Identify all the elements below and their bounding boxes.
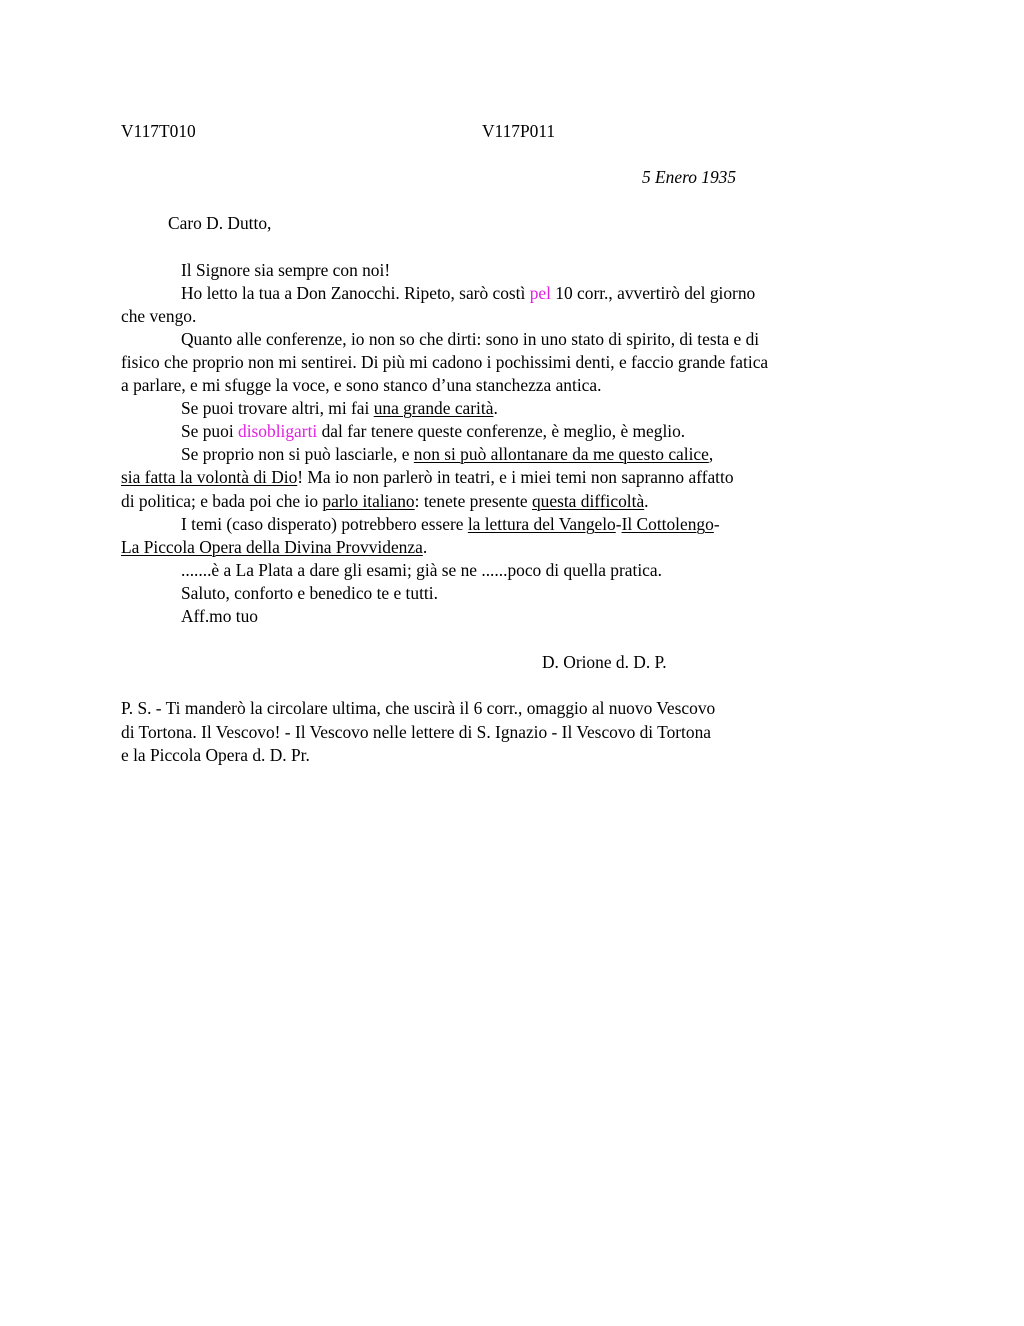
text-run: Se puoi trovare altri, mi fai	[181, 398, 374, 418]
body-line-9	[181, 443, 713, 466]
body-line-8	[181, 420, 685, 443]
body-line-5: fisico che proprio non mi sentirei. Di più mi cadono i pochissimi denti, e faccio grande fatica	[121, 352, 769, 372]
text-run: 10 corr., avvertirò del giorno	[550, 283, 756, 303]
text-run: Se proprio non si può lasciarle, e	[181, 444, 414, 464]
document-code-right: V117P011	[482, 121, 556, 141]
text-run: Ho letto la tua a Don Zanocchi. Ripeto, sarò costì	[181, 283, 530, 303]
underlined-phrase: questa difficoltà	[531, 491, 645, 511]
body-line-10	[121, 466, 734, 489]
body-line-14: .......è a La Plata a dare gli esami; già se ne ......poco di quella pratica.	[181, 560, 662, 580]
text-run: ,	[708, 444, 714, 464]
highlighted-word: disobligarti	[238, 421, 318, 441]
document-code-left: V117T010	[121, 121, 196, 141]
underlined-phrase: una grande carità	[373, 398, 494, 418]
body-line-15: Saluto, conforto e benedico te e tutti.	[181, 583, 438, 603]
text-run: I temi (caso disperato) potrebbero essere	[181, 514, 468, 534]
postscript-line-2: di Tortona. Il Vescovo! - Il Vescovo nelle lettere di S. Ignazio - Il Vescovo di Tortona	[121, 722, 712, 742]
text-run: Se puoi	[181, 421, 239, 441]
body-line-7	[181, 397, 498, 420]
body-line-13	[121, 536, 427, 559]
body-line-2	[181, 282, 755, 305]
text-run: di politica; e bada poi che io	[121, 491, 323, 511]
text-run: : tenete presente	[414, 491, 532, 511]
text-run: -	[615, 514, 622, 534]
signature: D. Orione d. D. P.	[542, 652, 667, 672]
underlined-phrase: sia fatta la volontà di Dio	[121, 467, 298, 487]
closing: Aff.mo tuo	[181, 606, 258, 626]
underlined-phrase: non si può allontanare da me questo calice	[413, 444, 709, 464]
text-run: dal far tenere queste conferenze, è meglio, è meglio.	[317, 421, 686, 441]
text-run: -	[713, 514, 720, 534]
postscript-line-1: P. S. - Ti manderò la circolare ultima, che uscirà il 6 corr., omaggio al nuovo Vescovo	[121, 698, 716, 718]
text-run: .	[422, 537, 428, 557]
body-line-11	[121, 490, 649, 513]
body-line-3: che vengo.	[121, 306, 197, 326]
body-line-12	[181, 513, 720, 536]
text-run: ! Ma io non parlerò in teatri, e i miei temi non sapranno affatto	[297, 467, 734, 487]
underlined-phrase: la lettura del Vangelo	[467, 514, 616, 534]
highlighted-word: pel	[529, 283, 551, 303]
text-run: .	[644, 491, 649, 511]
text-run: .	[493, 398, 498, 418]
underlined-phrase: La Piccola Opera della Divina Provvidenza	[121, 537, 423, 557]
letter-date: 5 Enero 1935	[642, 167, 737, 187]
underlined-phrase: Il Cottolengo	[621, 514, 714, 534]
salutation: Caro D. Dutto,	[168, 213, 272, 233]
body-line-4: Quanto alle conferenze, io non so che dirti: sono in uno stato di spirito, di testa e di	[181, 329, 760, 349]
body-line-6: a parlare, e mi sfugge la voce, e sono stanco d’una stanchezza antica.	[121, 375, 602, 395]
body-line-1: Il Signore sia sempre con noi!	[181, 260, 391, 280]
postscript-line-3: e la Piccola Opera d. D. Pr.	[121, 745, 310, 765]
underlined-phrase: parlo italiano	[322, 491, 415, 511]
